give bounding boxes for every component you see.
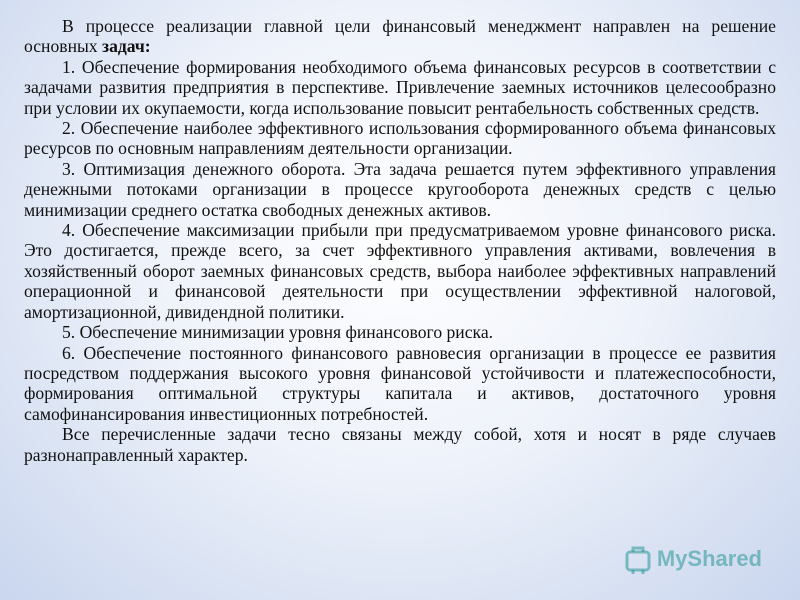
intro-emphasis: задач:	[102, 36, 151, 57]
task-5-paragraph: 5. Обеспечение минимизации уровня финансового риска.	[62, 322, 494, 343]
task-1-paragraph: 1. Обеспечение формирования необходимого объема финансовых ресурсов в соответствии с задачами развития предприятия в перспективе. Привлечение заемных источников целесообразно при условии их окупаемости, когда использование повысит рентабельность собственных средств.	[24, 56, 776, 118]
task-6-paragraph: 6. Обеспечение постоянного финансового равновесия организации в процессе ее развития посредством поддержания высокого уровня финансовой устойчивости и платежеспособности, формирования оптимальной структуры капитала и активов, достаточного уровня самофинансирования инвестиционных потребностей.	[24, 342, 776, 424]
watermark-text: MyShared	[656, 546, 762, 571]
slide-text	[24, 16, 776, 465]
watermark	[625, 544, 762, 574]
intro-paragraph	[24, 16, 776, 57]
intro-text: В процессе реализации главной цели финансовый менеджмент направлен на решение основных	[24, 16, 776, 57]
myshared-logo-icon	[625, 544, 651, 574]
task-3-paragraph: 3. Оптимизация денежного оборота. Эта задача решается путем эффективного управления денежными потоками организации в процессе кругооборота денежных средств с целью минимизации среднего остатка свободных денежных активов.	[24, 158, 776, 220]
task-2-paragraph: 2. Обеспечение наиболее эффективного использования сформированного объема финансовых ресурсов по основным направлениям деятельности организации.	[24, 118, 776, 159]
conclusion-paragraph: Все перечисленные задачи тесно связаны между собой, хотя и носят в ряде случаев разнонаправленный характер.	[24, 424, 776, 465]
task-4-paragraph: 4. Обеспечение максимизации прибыли при предусматриваемом уровне финансового риска. Это достигается, прежде всего, за счет эффективного управления активами, вовлечения в хозяйственный оборот заемных финансовых средств, выбора наиболее эффективных направлений операционной и финансовой деятельности при осуществлении эффективной налоговой, амортизационной, дивидендной политики.	[24, 220, 776, 322]
